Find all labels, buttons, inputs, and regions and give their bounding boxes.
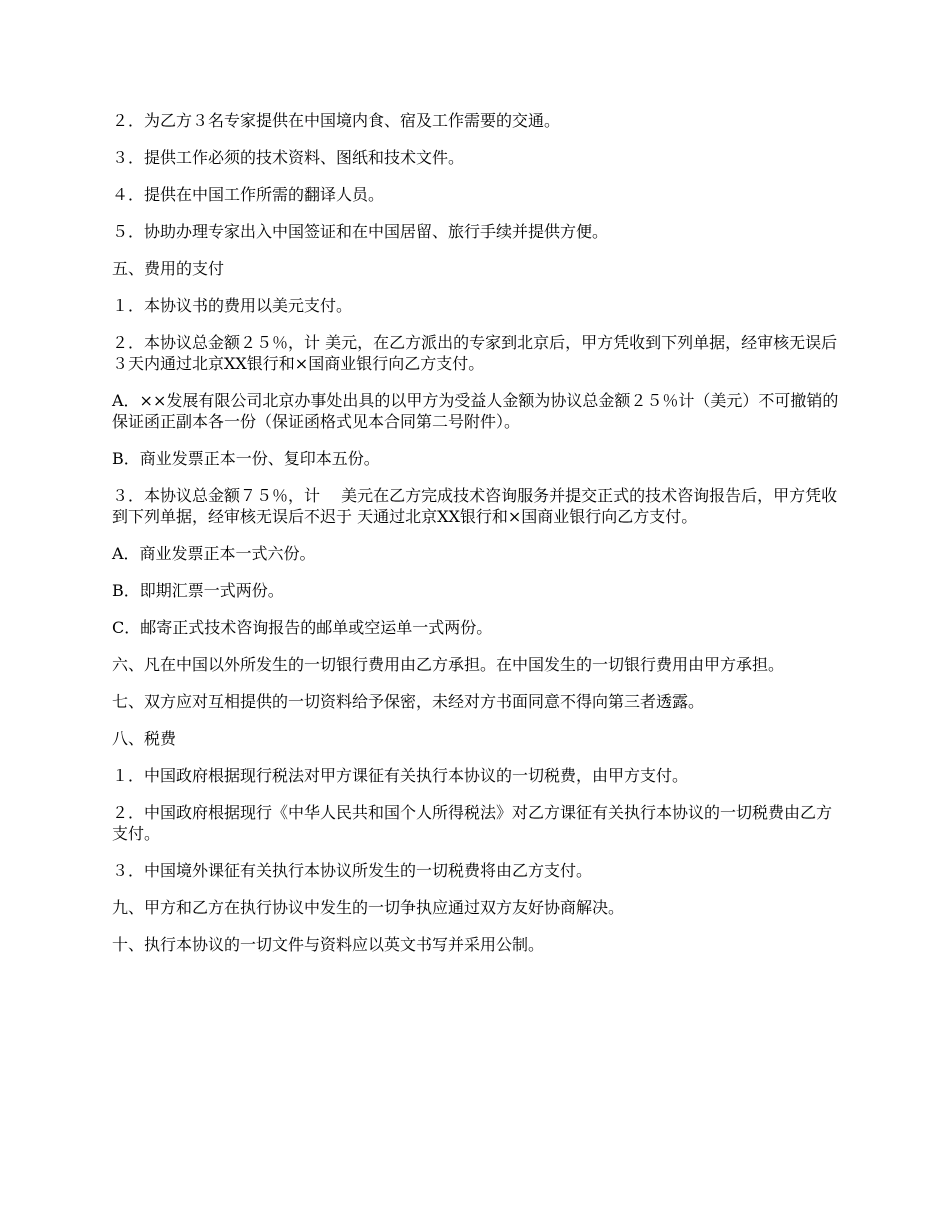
section-6: 六、凡在中国以外所发生的一切银行费用由乙方承担。在中国发生的一切银行费用由甲方承担。 — [112, 655, 785, 674]
section-10: 十、执行本协议的一切文件与资料应以英文书写并采用公制。 — [112, 935, 545, 954]
clause-5-item-2-a: A．××发展有限公司北京办事处出具的以甲方为受益人金额为协议总金额２５％计（美元）不可撤销的保证函正副本各一份（保证函格式见本合同第二号附件）。 — [112, 391, 839, 431]
clause-8-item-1: １．中国政府根据现行税法对甲方课征有关执行本协议的一切税费，由甲方支付。 — [112, 766, 689, 785]
clause-4-item-4: ４．提供在中国工作所需的翻译人员。 — [112, 185, 385, 204]
clause-5-item-1: １．本协议书的费用以美元支付。 — [112, 296, 353, 315]
document-body — [112, 110, 847, 971]
clause-5-item-2-b: B．商业发票正本一份、复印本五份。 — [112, 449, 380, 468]
clause-5-item-3: ３．本协议总金额７５％，计 美元在乙方完成技术咨询服务并提交正式的技术咨询报告后，甲方凭收到下列单据，经审核无误后不迟于 天通过北京XX银行和×国商业银行向乙方支付。 — [112, 486, 838, 526]
clause-5-item-3-c: C．邮寄正式技术咨询报告的邮单或空运单一式两份。 — [112, 618, 493, 637]
clause-5-item-3-b: B．即期汇票一式两份。 — [112, 581, 284, 600]
section-9: 九、甲方和乙方在执行协议中发生的一切争执应通过双方友好协商解决。 — [112, 898, 625, 917]
clause-5-item-2: ２．本协议总金额２５％，计 美元，在乙方派出的专家到北京后，甲方凭收到下列单据，经审核无误后３天内通过北京XX银行和×国商业银行向乙方支付。 — [112, 333, 838, 373]
clause-4-item-3: ３．提供工作必须的技术资料、图纸和技术文件。 — [112, 148, 465, 167]
clause-8-item-3: ３．中国境外课征有关执行本协议所发生的一切税费将由乙方支付。 — [112, 861, 593, 880]
clause-5-item-3-a: A．商业发票正本一式六份。 — [112, 544, 316, 563]
section-7: 七、双方应对互相提供的一切资料给予保密，未经对方书面同意不得向第三者透露。 — [112, 692, 705, 711]
clause-4-item-2: ２．为乙方３名专家提供在中国境内食、宿及工作需要的交通。 — [112, 111, 561, 130]
section-heading-8: 八、税费 — [112, 729, 177, 748]
section-heading-5: 五、费用的支付 — [112, 259, 225, 278]
clause-8-item-2: ２．中国政府根据现行《中华人民共和国个人所得税法》对乙方课征有关执行本协议的一切税费由乙方支付。 — [112, 803, 833, 843]
clause-4-item-5: ５．协助办理专家出入中国签证和在中国居留、旅行手续并提供方便。 — [112, 222, 609, 241]
